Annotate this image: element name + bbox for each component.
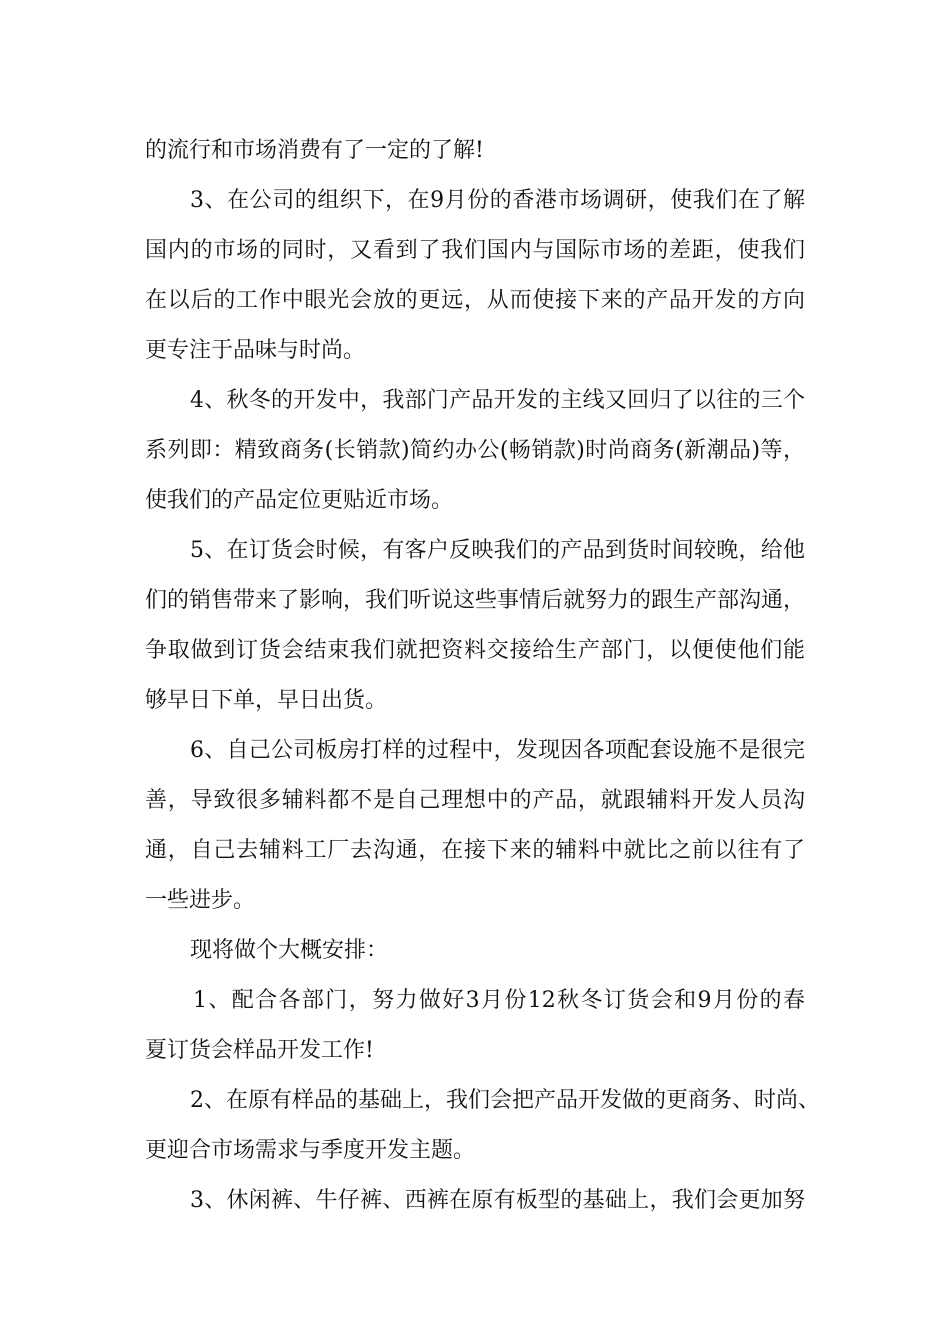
text-line: 使我们的产品定位更贴近市场。 bbox=[145, 488, 454, 513]
paragraph-first-line: 5、在订货会时候，有客户反映我们的产品到货时间较晚，给他 bbox=[190, 538, 805, 563]
text-line: 的流行和市场消费有了一定的了解! bbox=[145, 138, 484, 163]
text-line: 通，自己去辅料工厂去沟通，在接下来的辅料中就比之前以往有了 bbox=[145, 838, 805, 863]
text-line: 系列即：精致商务(长销款)简约办公(畅销款)时尚商务(新潮品)等， bbox=[145, 438, 805, 463]
paragraph-first-line: 现将做个大概安排： bbox=[190, 938, 389, 963]
text-line: 在以后的工作中眼光会放的更远，从而使接下来的产品开发的方向 bbox=[145, 288, 805, 313]
paragraph-first-line: 1、配合各部门，努力做好3月份12秋冬订货会和9月份的春 bbox=[193, 988, 805, 1013]
text-line: 够早日下单，早日出货。 bbox=[145, 688, 388, 713]
text-line: 们的销售带来了影响，我们听说这些事情后就努力的跟生产部沟通， bbox=[145, 588, 806, 613]
text-line: 国内的市场的同时，又看到了我们国内与国际市场的差距，使我们 bbox=[145, 238, 805, 263]
text-line: 夏订货会样品开发工作! bbox=[145, 1038, 374, 1063]
paragraph-first-line: 6、自己公司板房打样的过程中，发现因各项配套设施不是很完 bbox=[190, 738, 805, 763]
paragraph-first-line: 3、休闲裤、牛仔裤、西裤在原有板型的基础上，我们会更加努 bbox=[190, 1188, 805, 1213]
text-line: 争取做到订货会结束我们就把资料交接给生产部门，以便使他们能 bbox=[145, 638, 805, 663]
text-line: 一些进步。 bbox=[145, 888, 256, 913]
text-line: 善，导致很多辅料都不是自己理想中的产品，就跟辅料开发人员沟 bbox=[145, 788, 805, 813]
paragraph-first-line: 4、秋冬的开发中，我部门产品开发的主线又回归了以往的三个 bbox=[190, 388, 805, 413]
text-line: 更专注于品味与时尚。 bbox=[145, 338, 366, 363]
text-line: 更迎合市场需求与季度开发主题。 bbox=[145, 1138, 476, 1163]
paragraph-first-line: 2、在原有样品的基础上，我们会把产品开发做的更商务、时尚、 bbox=[190, 1088, 820, 1113]
paragraph-first-line: 3、在公司的组织下，在9月份的香港市场调研，使我们在了解 bbox=[190, 188, 805, 213]
